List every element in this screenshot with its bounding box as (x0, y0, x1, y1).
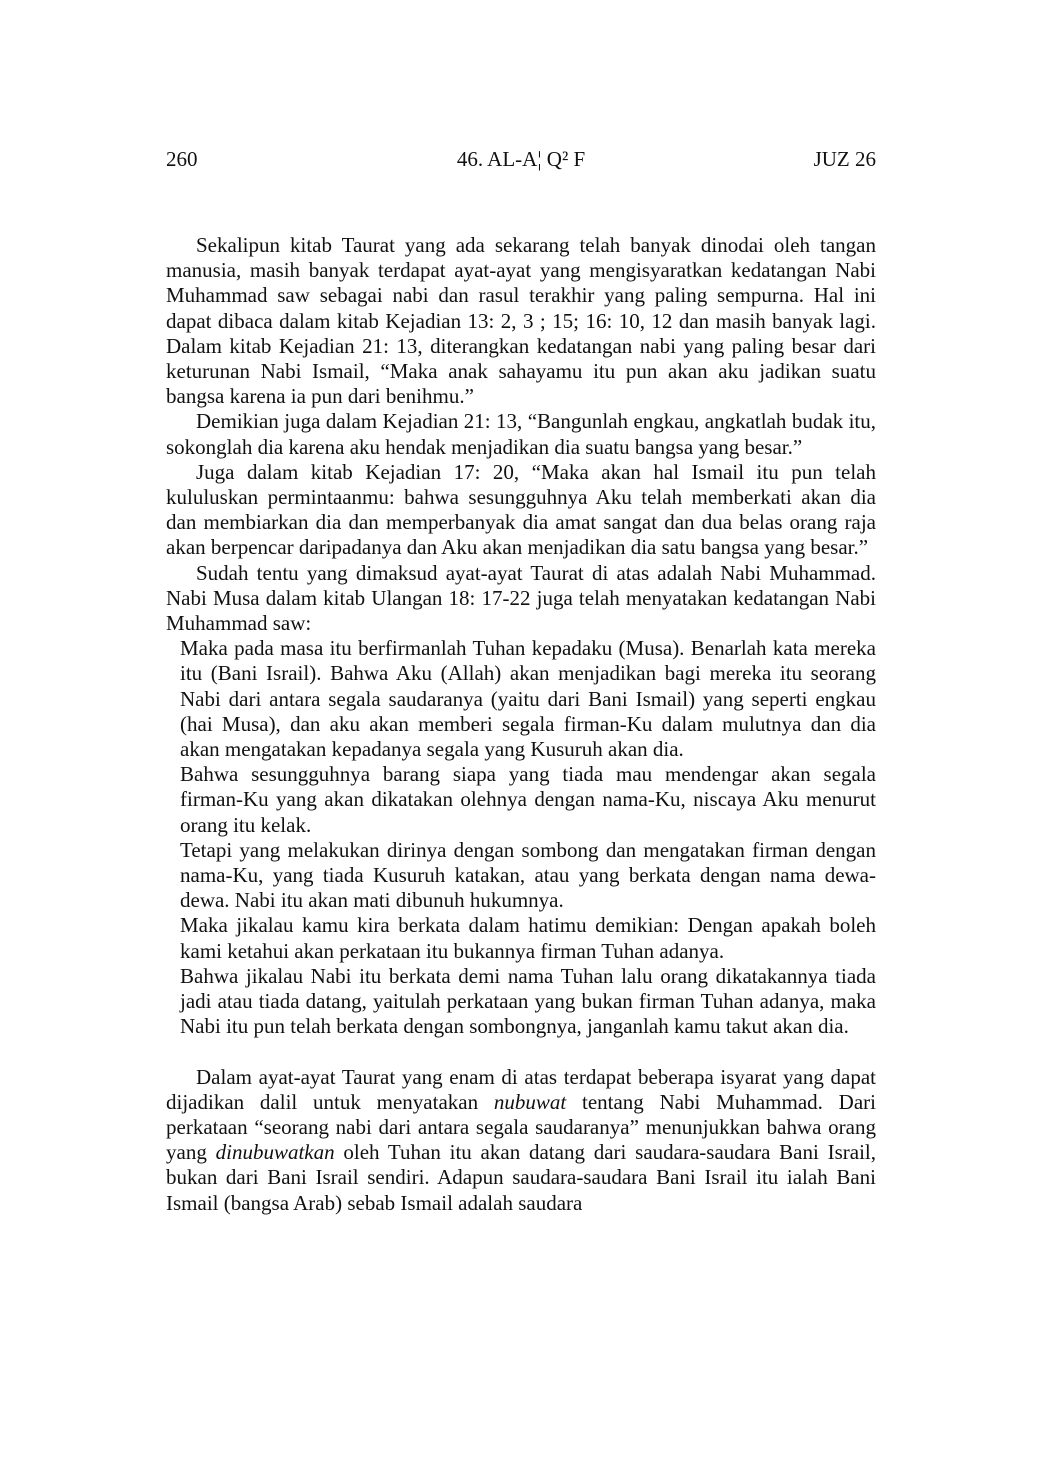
quote-paragraph: Bahwa sesungguhnya barang siapa yang tiada mau mendengar akan segala firman-Ku yang akan dikatakan olehnya dengan nama-Ku, niscaya Aku menurut orang itu kelak. (180, 762, 876, 837)
italic-term: dinubuwatkan (215, 1140, 335, 1165)
running-header (166, 144, 876, 174)
juz-label: JUZ 26 (813, 147, 876, 171)
body-text (166, 233, 876, 1216)
paragraph: Juga dalam kitab Kejadian 17: 20, “Maka akan hal Ismail itu pun telah kululuskan permintaanmu: bahwa sesungguhnya Aku telah memberkati akan dia dan membiarkan dia dan memperbanyak dia amat sangat dan dua belas orang raja akan berpencar daripadanya dan Aku akan menjadikan dia satu bangsa yang besar.” (166, 459, 876, 560)
closing-text: tentang Nabi Muhammad. Dari perkataan “seorang nabi dari antara segala saudaranya” menunjukkan bahwa orang yang (166, 1089, 876, 1165)
surah-title: 46. AL-A¦ Q² F (456, 147, 586, 171)
block-quote (166, 636, 876, 1039)
page-number: 260 (166, 147, 198, 171)
italic-term: nubuwat (493, 1089, 567, 1114)
paragraph: Demikian juga dalam Kejadian 21: 13, “Bangunlah engkau, angkatlah budak itu, sokonglah dia karena aku hendak menjadikan dia suatu bangsa yang besar.” (166, 409, 876, 459)
quote-paragraph: Maka pada masa itu berfirmanlah Tuhan kepadaku (Musa). Benarlah kata mereka itu (Bani Israil). Bahwa Aku (Allah) akan menjadikan bagi mereka itu seorang Nabi dari antara segala saudaranya (yaitu dari Bani Ismail) yang seperti engkau (hai Musa), dan aku akan memberi segala firman-Ku dalam mulutnya dan dia akan mengatakan kepadanya segala yang Kusuruh akan dia. (180, 636, 876, 762)
quote-paragraph: Tetapi yang melakukan dirinya dengan sombong dan mengatakan firman dengan nama-Ku, yang tiada Kusuruh katakan, atau yang berkata dengan nama dewa-dewa. Nabi itu akan mati dibunuh hukumnya. (180, 837, 876, 913)
paragraph: Sudah tentu yang dimaksud ayat-ayat Taurat di atas adalah Nabi Muhammad. Nabi Musa dalam kitab Ulangan 18: 17-22 juga telah menyatakan kedatangan Nabi Muhammad saw: (166, 560, 876, 636)
quote-paragraph: Bahwa jikalau Nabi itu berkata demi nama Tuhan lalu orang dikatakannya tiada jadi atau tiada datang, yaitulah perkataan yang bukan firman Tuhan adanya, maka Nabi itu pun telah berkata dengan sombongnya, janganlah kamu takut akan dia. (180, 963, 876, 1039)
closing-text: Dalam ayat-ayat Taurat yang enam di atas terdapat beberapa isyarat yang dapat dijadikan dalil untuk menyatakan (166, 1064, 876, 1114)
quote-paragraph: Maka jikalau kamu kira berkata dalam hatimu demikian: Dengan apakah boleh kami ketahui akan perkataan itu bukannya firman Tuhan adanya. (180, 913, 876, 963)
closing-paragraph (166, 1065, 876, 1216)
paragraph: Sekalipun kitab Taurat yang ada sekarang telah banyak dinodai oleh tangan manusia, masih banyak terdapat ayat-ayat yang mengisyaratkan kedatangan Nabi Muhammad saw sebagai nabi dan rasul terakhir yang paling sempurna. Hal ini dapat dibaca dalam kitab Kejadian 13: 2, 3 ; 15; 16: 10, 12 dan masih banyak lagi. Dalam kitab Kejadian 21: 13, diterangkan kedatangan nabi yang paling besar dari keturunan Nabi Ismail, “Maka anak sahayamu itu pun akan aku jadikan suatu bangsa karena ia pun dari benihmu.” (166, 233, 876, 409)
closing-text: oleh Tuhan itu akan datang dari saudara-saudara Bani Israil, bukan dari Bani Israil sendiri. Adapun saudara-saudara Bani Israil itu ialah Bani Ismail (bangsa Arab) sebab Ismail adalah saudara (166, 1140, 877, 1215)
